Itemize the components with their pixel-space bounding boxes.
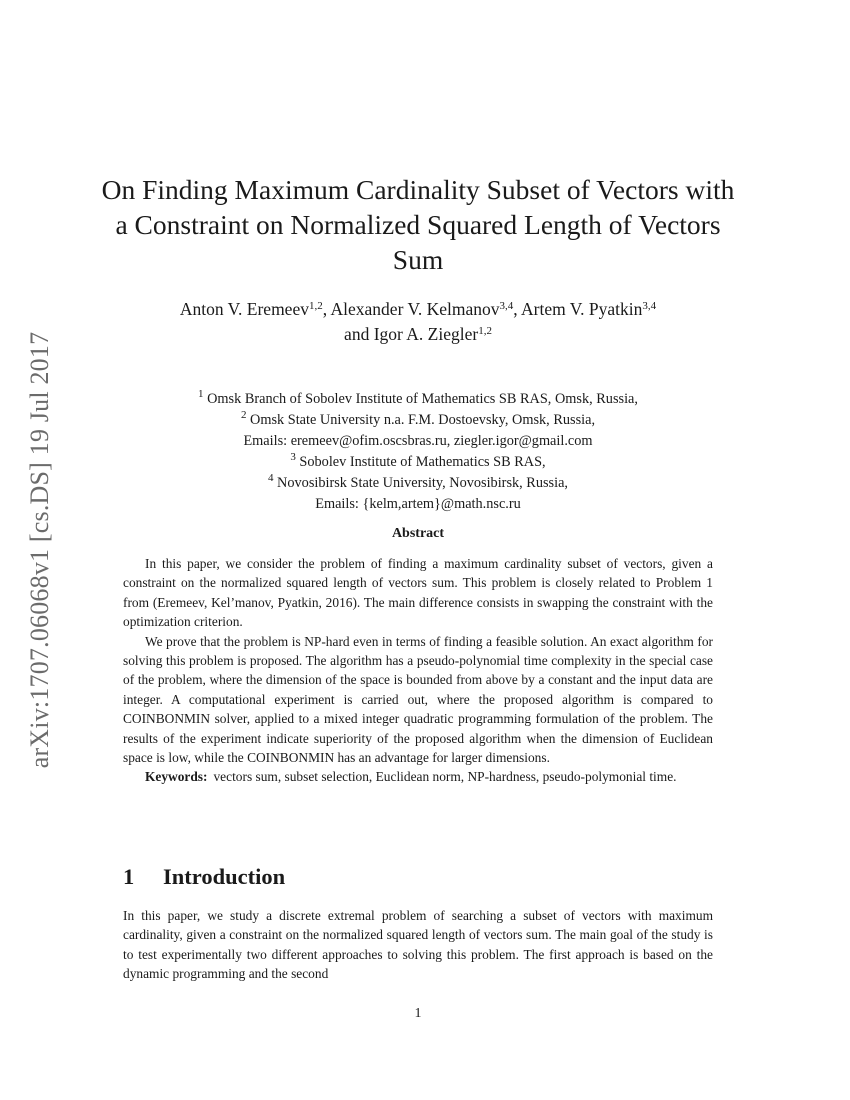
title-line: Sum — [392, 244, 444, 275]
author-line — [80, 322, 756, 347]
affiliation-text: Sobolev Institute of Mathematics SB RAS, — [295, 454, 546, 470]
author-affiliation-mark: 1,2 — [478, 325, 492, 337]
affiliation-text: Omsk State University n.a. F.M. Dostoevsky, Omsk, Russia, — [246, 412, 596, 428]
author-affiliation-mark: 1,2 — [308, 300, 323, 312]
affiliation-line — [80, 494, 756, 515]
section-number: 1 — [123, 864, 135, 889]
affiliation-emails: Emails: {kelm,artem}@math.nsc.ru — [315, 496, 521, 512]
section-title: Introduction — [163, 864, 286, 889]
arxiv-sidebar — [20, 305, 60, 795]
author-name: Alexander V. Kelmanov — [330, 299, 500, 319]
keywords-text: vectors sum, subset selection, Euclidean norm, NP-hardness, pseudo-polymonial time. — [213, 769, 677, 785]
section-heading — [123, 864, 285, 890]
affiliations — [80, 389, 756, 515]
author-line — [80, 297, 756, 322]
affiliation-mark: 4 — [267, 472, 274, 484]
abstract-heading: Abstract — [391, 526, 445, 541]
author-name: Artem V. Pyatkin — [521, 299, 643, 319]
abstract-body — [123, 554, 713, 787]
author-affiliation-mark: 3,4 — [499, 300, 514, 312]
page-number: 1 — [414, 1006, 422, 1021]
title-line: a Constraint on Normalized Squared Length of Vectors — [115, 209, 721, 240]
affiliation-line — [80, 473, 756, 494]
affiliation-text: Novosibirsk State University, Novosibirsk, Russia, — [273, 475, 569, 491]
keywords-paragraph — [123, 767, 713, 786]
abstract-paragraph: In this paper, we consider the problem of finding a maximum cardinality subset of vectors, given a constraint on the normalized squared length of vectors sum. This problem is closely related to Problem 1 from (Eremeev, Kel’manov, Pyatkin, 2016). The main difference consists in swapping the constraint with the optimization criterion. — [123, 556, 713, 630]
author-list — [80, 297, 756, 347]
affiliation-line — [80, 431, 756, 452]
affiliation-mark: 1 — [198, 388, 204, 400]
abstract-paragraph: We prove that the problem is NP-hard even in terms of finding a feasible solution. An exact algorithm for solving this problem is proposed. The algorithm has a pseudo-polynomial time complexity in the special case of the problem, where the dimension of the space is bounded from above by a constant and the input data are integer. A computational experiment is carried out, where the proposed algorithm is compared to COINBONMIN solver, applied to a mixed integer quadratic programming formulation of the problem. The results of the experiment indicate superiority of the proposed algorithm when the dimension of Euclidean space is low, while the COINBONMIN has an advantage for larger dimensions. — [123, 633, 713, 766]
affiliation-mark: 3 — [290, 451, 296, 463]
affiliation-line — [80, 452, 756, 473]
affiliation-emails: Emails: eremeev@ofim.oscsbras.ru, ziegler.igor@gmail.com — [243, 433, 593, 449]
paper-title — [80, 172, 756, 277]
author-name: Anton V. Eremeev — [179, 299, 309, 319]
author-name: Igor A. Ziegler — [373, 324, 479, 344]
affiliation-mark: 2 — [240, 409, 247, 421]
arxiv-identifier: arXiv:1707.06068v1 [cs.DS] 19 Jul 2017 — [25, 331, 54, 769]
affiliation-line — [80, 410, 756, 431]
author-conjunction: and — [344, 324, 374, 344]
keywords-label: Keywords: — [145, 769, 208, 785]
author-separator: , — [322, 299, 331, 319]
author-affiliation-mark: 3,4 — [642, 300, 657, 312]
title-line: On Finding Maximum Cardinality Subset of Vectors with — [101, 174, 735, 205]
author-separator: , — [513, 299, 522, 319]
affiliation-line — [80, 389, 756, 410]
introduction-paragraph: In this paper, we study a discrete extremal problem of searching a subset of vectors with maximum cardinality, given a constraint on the normalized squared length of vectors sum. The main goal of the study is to test experimentally two different approaches to solving this problem. The first approach is based on the dynamic programming and the second — [123, 908, 713, 982]
affiliation-text: Omsk Branch of Sobolev Institute of Mathematics SB RAS, Omsk, Russia, — [203, 391, 638, 407]
